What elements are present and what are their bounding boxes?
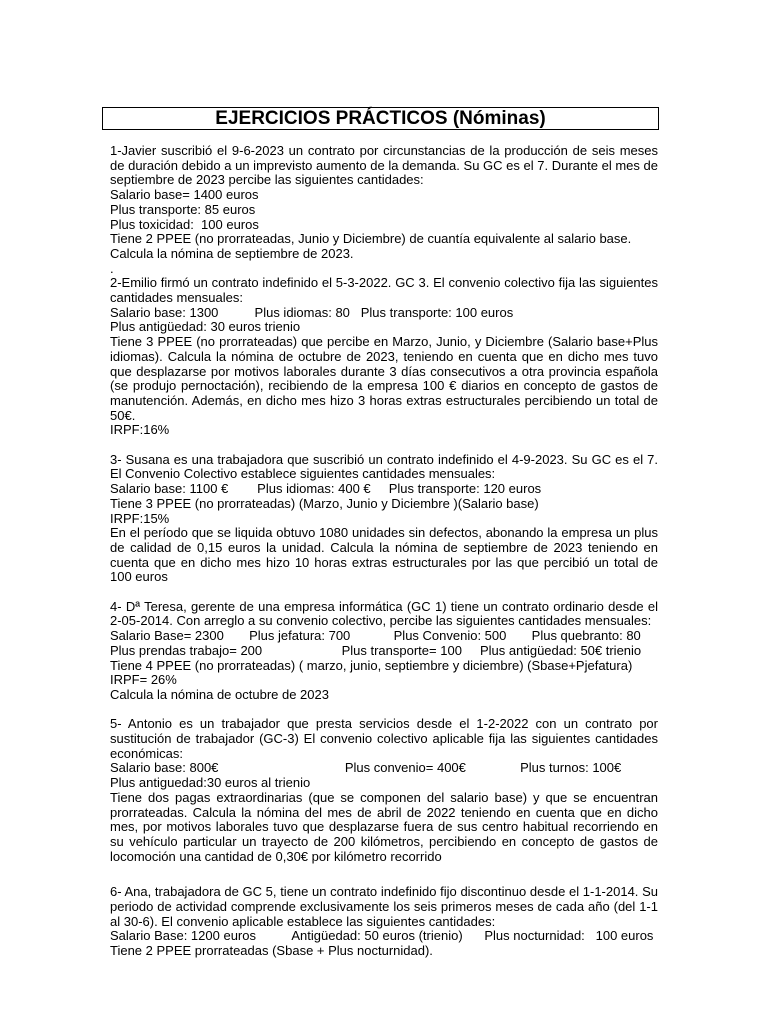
exercise-1 bbox=[110, 144, 658, 276]
exercise-3-irpf: IRPF:15% bbox=[110, 510, 170, 526]
exercise-1-toxicity-bonus: Plus toxicidad: 100 euros bbox=[110, 216, 259, 232]
exercise-5-body: Tiene dos pagas extraordinarias (que se componen del salario base) y que se encuentran prorrateadas. Calcula la nómina del mes de abril de 2022 teniendo en cuenta que en dicho mes, por motivos laborales tuvo que desplazarse fuera de sus centro habitual recorriendo en su vehículo particular un trayecto de 200 kilómetros, percibiendo en concepto de gastos de locomoción una cantidad de 0,30€ por kilómetro recorrido bbox=[110, 789, 658, 864]
exercise-6-extra-pay: Tiene 2 PPEE prorrateadas (Sbase + Plus nocturnidad). bbox=[110, 942, 433, 958]
exercise-1-salary-base: Salario base= 1400 euros bbox=[110, 187, 259, 203]
spacer bbox=[110, 864, 658, 879]
exercise-4-amounts-row-1: Salario Base= 2300 Plus jefatura: 700 Plus Convenio: 500 Plus quebranto: 80 bbox=[110, 628, 641, 644]
exercise-3-statement: 3- Susana es una trabajadora que suscribió un contrato indefinido el 4-9-2023. Su GC es el 7. El Convenio Colectivo establece siguientes cantidades mensuales: bbox=[110, 451, 658, 482]
spacer bbox=[110, 585, 658, 600]
page-title: EJERCICIOS PRÁCTICOS (Nóminas) bbox=[102, 107, 659, 130]
exercise-1-task: Calcula la nómina de septiembre de 2023. bbox=[110, 245, 354, 261]
exercise-1-transport-bonus: Plus transporte: 85 euros bbox=[110, 201, 256, 217]
exercise-4-amounts-row-2: Plus prendas trabajo= 200 Plus transporte= 100 Plus antigüedad: 50€ trienio bbox=[110, 642, 642, 658]
exercise-3-amounts: Salario base: 1100 € Plus idiomas: 400 € Plus transporte: 120 euros bbox=[110, 481, 542, 497]
exercise-6 bbox=[110, 885, 658, 959]
exercise-4-statement: 4- Dª Teresa, gerente de una empresa informática (GC 1) tiene un contrato ordinario desde el 2-05-2014. Con arreglo a su convenio colectivo, percibe las siguientes cantidades mensuales: bbox=[110, 598, 658, 629]
exercise-2-irpf: IRPF:16% bbox=[110, 422, 170, 438]
exercise-1-extra-pay: Tiene 2 PPEE (no prorrateadas, Junio y Diciembre) de cuantía equivalente al salario base. bbox=[110, 231, 632, 247]
exercise-6-amounts: Salario Base: 1200 euros Antigüedad: 50 euros (trienio) Plus nocturnidad: 100 euros bbox=[110, 928, 654, 944]
exercise-5-statement: 5- Antonio es un trabajador que presta servicios desde el 1-2-2022 con un contrato por sustitución de trabajador (GC-3) El convenio colectivo aplicable fija las siguientes cantidades económicas: bbox=[110, 716, 658, 761]
exercise-1-statement: 1-Javier suscribió el 9-6-2023 un contrato por circunstancias de la producción de seis meses de duración debido a un imprevisto aumento de la demanda. Su GC es el 7. Durante el mes de septiembre de 2023 percibe las siguientes cantidades: bbox=[110, 143, 658, 188]
exercise-1-trailing-dot: . bbox=[110, 260, 114, 276]
exercise-2 bbox=[110, 276, 658, 438]
exercise-3 bbox=[110, 453, 658, 585]
exercise-3-body: En el período que se liquida obtuvo 1080 unidades sin defectos, abonando la empresa un plus de calidad de 0,15 euros la unidad. Calcula la nómina de septiembre de 2023 teniendo en cuenta que en dicho mes hizo 10 horas extras estructurales por las que percibió un total de 100 euros bbox=[110, 525, 658, 585]
exercise-2-body: Tiene 3 PPEE (no prorrateadas) que percibe en Marzo, Junio, y Diciembre (Salario base+Plus idiomas). Calcula la nómina de octubre de 2023, teniendo en cuenta que en dicho mes tuvo que desplazarse por motivos laborales durante 3 días consecutivos a otra provincia española (se produjo pernoctación), recibiendo de la empresa 100 € diarios en concepto de gastos de manutención. Además, en dicho mes hizo 3 horas extras estructurales percibiendo un total de 50€. bbox=[110, 334, 658, 423]
exercise-2-seniority: Plus antigüedad: 30 euros trienio bbox=[110, 319, 301, 335]
exercise-4-irpf: IRPF= 26% bbox=[110, 672, 177, 688]
exercise-2-amounts: Salario base: 1300 Plus idiomas: 80 Plus transporte: 100 euros bbox=[110, 304, 514, 320]
spacer bbox=[110, 703, 658, 718]
exercise-5-amounts: Salario base: 800€ Plus convenio= 400€ Plus turnos: 100€ bbox=[110, 760, 622, 776]
exercise-2-statement: 2-Emilio firmó un contrato indefinido el 5-3-2022. GC 3. El convenio colectivo fija las siguientes cantidades mensuales: bbox=[110, 275, 658, 306]
exercise-5-seniority: Plus antiguedad:30 euros al trienio bbox=[110, 775, 311, 791]
exercise-4 bbox=[110, 600, 658, 703]
spacer bbox=[110, 438, 658, 453]
exercise-5 bbox=[110, 717, 658, 864]
exercise-4-extra-pay: Tiene 4 PPEE (no prorrateadas) ( marzo, junio, septiembre y diciembre) (Sbase+Pjefatura) bbox=[110, 657, 633, 673]
exercise-3-extra-pay: Tiene 3 PPEE (no prorrateadas) (Marzo, Junio y Diciembre )(Salario base) bbox=[110, 495, 539, 511]
exercise-4-task: Calcula la nómina de octubre de 2023 bbox=[110, 686, 329, 702]
exercise-list bbox=[110, 144, 658, 959]
exercise-6-statement: 6- Ana, trabajadora de GC 5, tiene un contrato indefinido fijo discontinuo desde el 1-1-2014. Su periodo de actividad comprende exclusivamente los seis primeros meses de cada año (del 1-1 al 30-6). El convenio aplicable establece las siguientes cantidades: bbox=[110, 884, 658, 929]
